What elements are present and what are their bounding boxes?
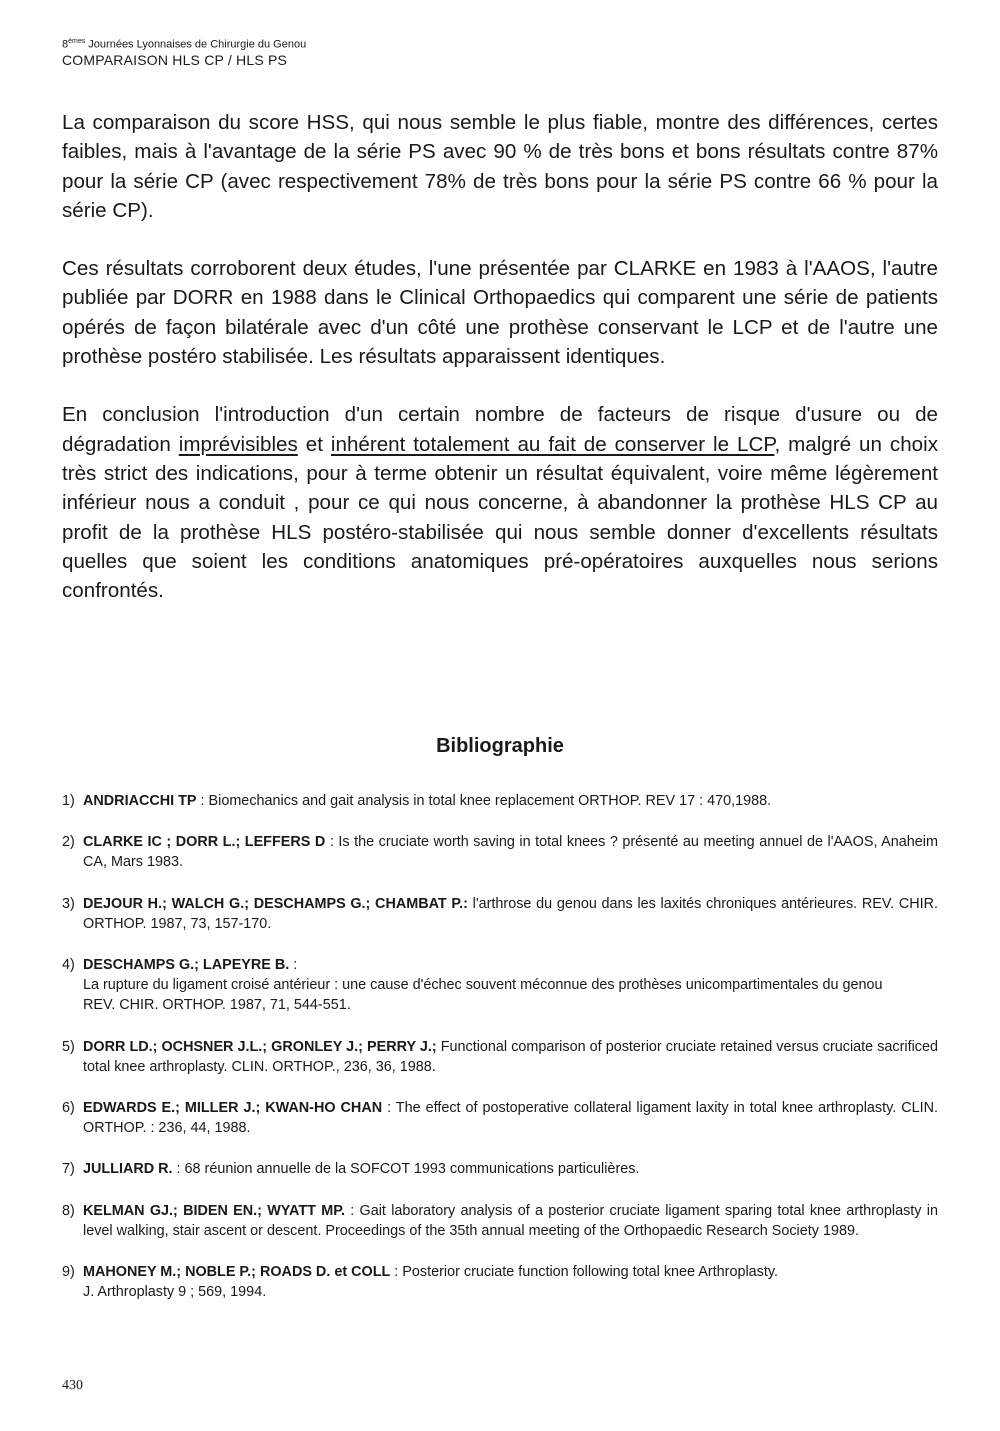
reference-authors: EDWARDS E.; MILLER J.; KWAN-HO CHAN	[83, 1100, 383, 1117]
reference-source: J. Arthroplasty 9 ; 569, 1994.	[83, 1284, 267, 1301]
bibliography-heading: Bibliographie	[436, 735, 564, 757]
reference-authors: KELMAN GJ.; BIDEN EN.; WYATT MP.	[83, 1202, 345, 1219]
reference-item	[62, 1262, 938, 1302]
reference-number: 2)	[62, 834, 75, 851]
reference-title: La rupture du ligament croisé antérieur : une cause d'échec souvent méconnue des prothèses unicompartimentales du genou	[83, 977, 883, 994]
reference-text: Functional comparison of posterior cruciate retained versus cruciate sacrificed total knee arthroplasty. CLIN. ORTHOP., 236, 36, 1988.	[83, 1038, 938, 1075]
reference-text: : Biomechanics and gait analysis in total knee replacement ORTHOP. REV 17 : 470,1988.	[196, 793, 772, 809]
reference-item	[62, 955, 938, 1016]
conference-name	[62, 38, 306, 52]
underlined-inherent: inhérent totalement au fait de conserver le LCP	[330, 432, 775, 456]
reference-item	[62, 1201, 938, 1241]
reference-authors: DESCHAMPS G.; LAPEYRE B.	[83, 957, 290, 974]
reference-number: 6)	[62, 1100, 75, 1117]
reference-text: :	[289, 957, 298, 974]
underlined-unpredictable: imprévisibles	[178, 432, 298, 456]
reference-number: 4)	[62, 957, 75, 974]
bibliography-list	[62, 791, 938, 1323]
reference-text: : The effect of postoperative collateral ligament laxity in total knee arthroplasty. CLIN. ORTHOP. : 236, 44, 1988.	[83, 1100, 938, 1137]
body-text	[62, 108, 938, 634]
reference-item	[62, 832, 938, 872]
reference-authors: JULLIARD R.	[83, 1161, 173, 1178]
reference-item	[62, 1159, 938, 1179]
reference-item	[62, 894, 938, 934]
page-number: 430	[62, 1378, 83, 1393]
section-subtitle: COMPARAISON HLS CP / HLS PS	[62, 51, 288, 68]
paragraph-conclusion: En conclusion l'introduction d'un certain nombre de facteurs de risque d'usure ou de dégradation imprévisibles et inhérent totalement au fait de conserver le LCP, malgré un choix très strict des indications, pour à terme obtenir un résultat équivalent, voire même légèrement inférieur nous a conduit , pour ce qui nous concerne, à abandonner la prothèse HLS CP au profit de la prothèse HLS postéro-stabilisée qui nous semble donner d'excellents résultats quelles que soient les conditions anatomiques pré-opératoires auxquelles nous serions confrontés.	[62, 403, 938, 603]
reference-text: : Gait laboratory analysis of a posterior cruciate ligament sparing total knee arthroplasty in level walking, stair ascent or descent. Proceedings of the 35th annual meeting of the Orthopaedic Research Society 1989.	[83, 1202, 938, 1239]
paragraph-hss-comparison: La comparaison du score HSS, qui nous semble le plus fiable, montre des différences, certes faibles, mais à l'avantage de la série PS avec 90 % de très bons et bons résultats contre 87% pour la série CP (avec respectivement 78% de très bons pour la série PS contre 66 % pour la série CP).	[62, 111, 938, 222]
reference-number: 5)	[62, 1038, 75, 1055]
reference-text: : 68 réunion annuelle de la SOFCOT 1993 communications particulières.	[172, 1161, 640, 1178]
reference-number: 9)	[62, 1264, 75, 1281]
reference-item	[62, 791, 938, 811]
reference-text: l'arthrose du genou dans les laxités chroniques antérieures. REV. CHIR. ORTHOP. 1987, 73, 157-170.	[83, 895, 938, 932]
reference-authors: CLARKE IC ; DORR L.; LEFFERS D	[83, 834, 326, 851]
reference-item	[62, 1037, 938, 1077]
edition-superscript: èmes	[68, 38, 86, 45]
reference-authors: DORR LD.; OCHSNER J.L.; GRONLEY J.; PERRY J.;	[83, 1038, 437, 1055]
reference-authors: ANDRIACCHI TP	[83, 793, 197, 809]
reference-number: 3)	[62, 895, 75, 912]
reference-item	[62, 1098, 938, 1138]
reference-text: : Is the cruciate worth saving in total knees ? présenté au meeting annuel de l'AAOS, Anaheim CA, Mars 1983.	[83, 834, 938, 871]
edition-number: 8	[62, 38, 69, 51]
reference-source: REV. CHIR. ORTHOP. 1987, 71, 544-551.	[83, 997, 351, 1014]
reference-number: 7)	[62, 1161, 75, 1178]
conference-title: Journées Lyonnaises de Chirurgie du Genou	[85, 38, 307, 51]
paragraph-studies: Ces résultats corroborent deux études, l'une présentée par CLARKE en 1983 à l'AAOS, l'autre publiée par DORR en 1988 dans le Clinical Orthopaedics qui comparent une série de patients opérés de façon bilatérale avec d'un côté une prothèse conservant le LCP et de l'autre une prothèse postéro stabilisée. Les résultats apparaissent identiques.	[62, 257, 938, 369]
reference-text: : Posterior cruciate function following total knee Arthroplasty.	[390, 1264, 778, 1281]
running-header	[62, 38, 306, 69]
reference-authors: DEJOUR H.; WALCH G.; DESCHAMPS G.; CHAMBAT P.:	[83, 895, 468, 912]
reference-number: 1)	[62, 793, 75, 809]
reference-authors: MAHONEY M.; NOBLE P.; ROADS D. et COLL	[83, 1264, 391, 1281]
reference-number: 8)	[62, 1202, 75, 1219]
